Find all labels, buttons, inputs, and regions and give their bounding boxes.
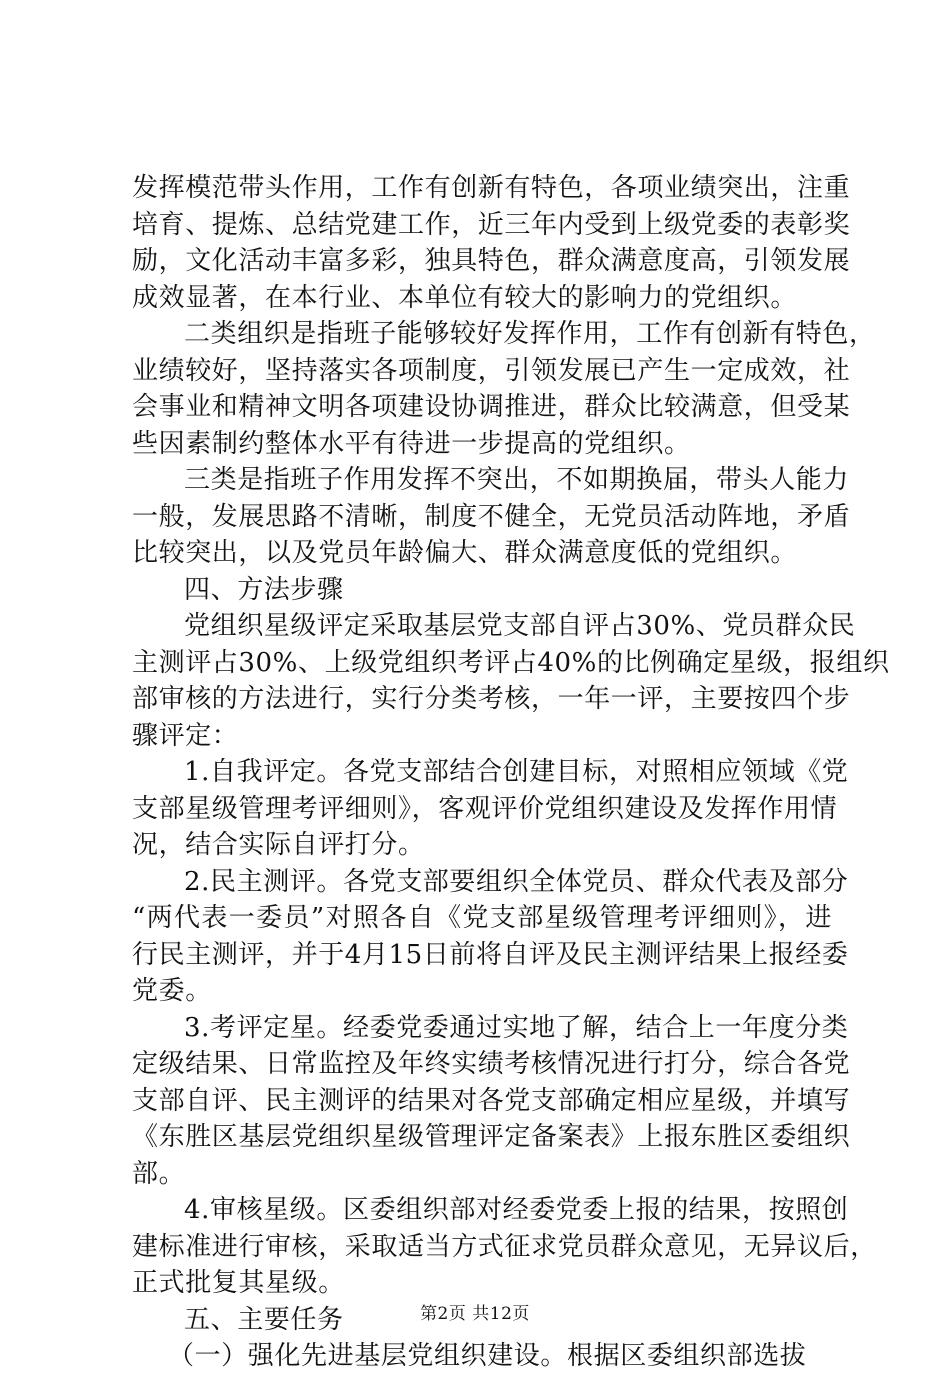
text-line: 支部自评、民主测评的结果对各党支部确定相应星级，并填写 xyxy=(132,1085,851,1116)
text-line: 一般，发展思路不清晰，制度不健全，无党员活动阵地，矛盾 xyxy=(132,501,851,532)
paragraph-start-line: 二类组织是指班子能够较好发挥作用，工作有创新有特色， xyxy=(184,319,876,349)
text-line: 行民主测评，并于4月15日前将自评及民主测评结果上报经委 xyxy=(132,939,849,970)
text-line: 党委。 xyxy=(132,976,212,1006)
subsection-heading: （一）强化先进基层党组织建设。根据区委组织部选拔 xyxy=(168,1341,807,1371)
text-line: 况，结合实际自评打分。 xyxy=(132,830,425,860)
document-body xyxy=(132,170,890,1375)
paragraph-start-line: 1.自我评定。各党支部结合创建目标，对照相应领域《党 xyxy=(184,757,849,787)
text-line: 部审核的方法进行，实行分类考核，一年一评，主要按四个步 xyxy=(132,684,851,714)
text-line: 部。 xyxy=(132,1158,186,1189)
text-line: 《东胜区基层党组织星级管理评定备案表》上报东胜区委组织 xyxy=(132,1122,851,1152)
text-line: 成效显著，在本行业、本单位有较大的影响力的党组织。 xyxy=(132,282,798,313)
text-line: “两代表一委员”对照各自《党支部星级管理考评细则》，进 xyxy=(132,903,832,933)
text-line: 定级结果、日常监控及年终实绩考核情况进行打分，综合各党 xyxy=(132,1049,851,1079)
text-line: 骤评定： xyxy=(132,720,239,751)
page-number-footer: 第2页 共12页 xyxy=(420,1304,530,1324)
section-heading: 五、主要任务 xyxy=(184,1304,344,1335)
text-line: 正式批复其星级。 xyxy=(132,1268,345,1298)
text-line: 支部星级管理考评细则》，客观评价党组织建设及发挥作用情 xyxy=(132,793,838,824)
section-heading: 四、方法步骤 xyxy=(184,574,344,605)
text-line: 会事业和精神文明各项建设协调推进，群众比较满意，但受某 xyxy=(132,392,851,422)
text-line: 主测评占30%、上级党组织考评占40%的比例确定星级，报组织 xyxy=(132,647,890,678)
text-line: 些因素制约整体水平有待进一步提高的党组织。 xyxy=(132,428,691,459)
paragraph-start-line: 3.考评定星。经委党委通过实地了解，结合上一年度分类 xyxy=(184,1012,849,1043)
text-line: 培育、提炼、总结党建工作，近三年内受到上级党委的表彰奖 xyxy=(132,209,851,240)
paragraph-start-line: 党组织星级评定采取基层党支部自评占30%、党员群众民 xyxy=(184,611,856,641)
text-line: 发挥模范带头作用，工作有创新有特色，各项业绩突出，注重 xyxy=(132,173,851,203)
text-line: 比较突出，以及党员年龄偏大、群众满意度低的党组织。 xyxy=(132,538,798,568)
paragraph-start-line: 2.民主测评。各党支部要组织全体党员、群众代表及部分 xyxy=(184,866,849,897)
paragraph-start-line: 三类是指班子作用发挥不突出，不如期换届，带头人能力 xyxy=(184,465,850,495)
paragraph-start-line: 4.审核星级。区委组织部对经委党委上报的结果，按照创 xyxy=(184,1195,849,1225)
text-line: 建标准进行审核，采取适当方式征求党员群众意见，无异议后， xyxy=(132,1231,877,1262)
text-line: 业绩较好，坚持落实各项制度，引领发展已产生一定成效，社 xyxy=(132,355,851,386)
text-line: 励，文化活动丰富多彩，独具特色，群众满意度高，引领发展 xyxy=(132,246,851,276)
